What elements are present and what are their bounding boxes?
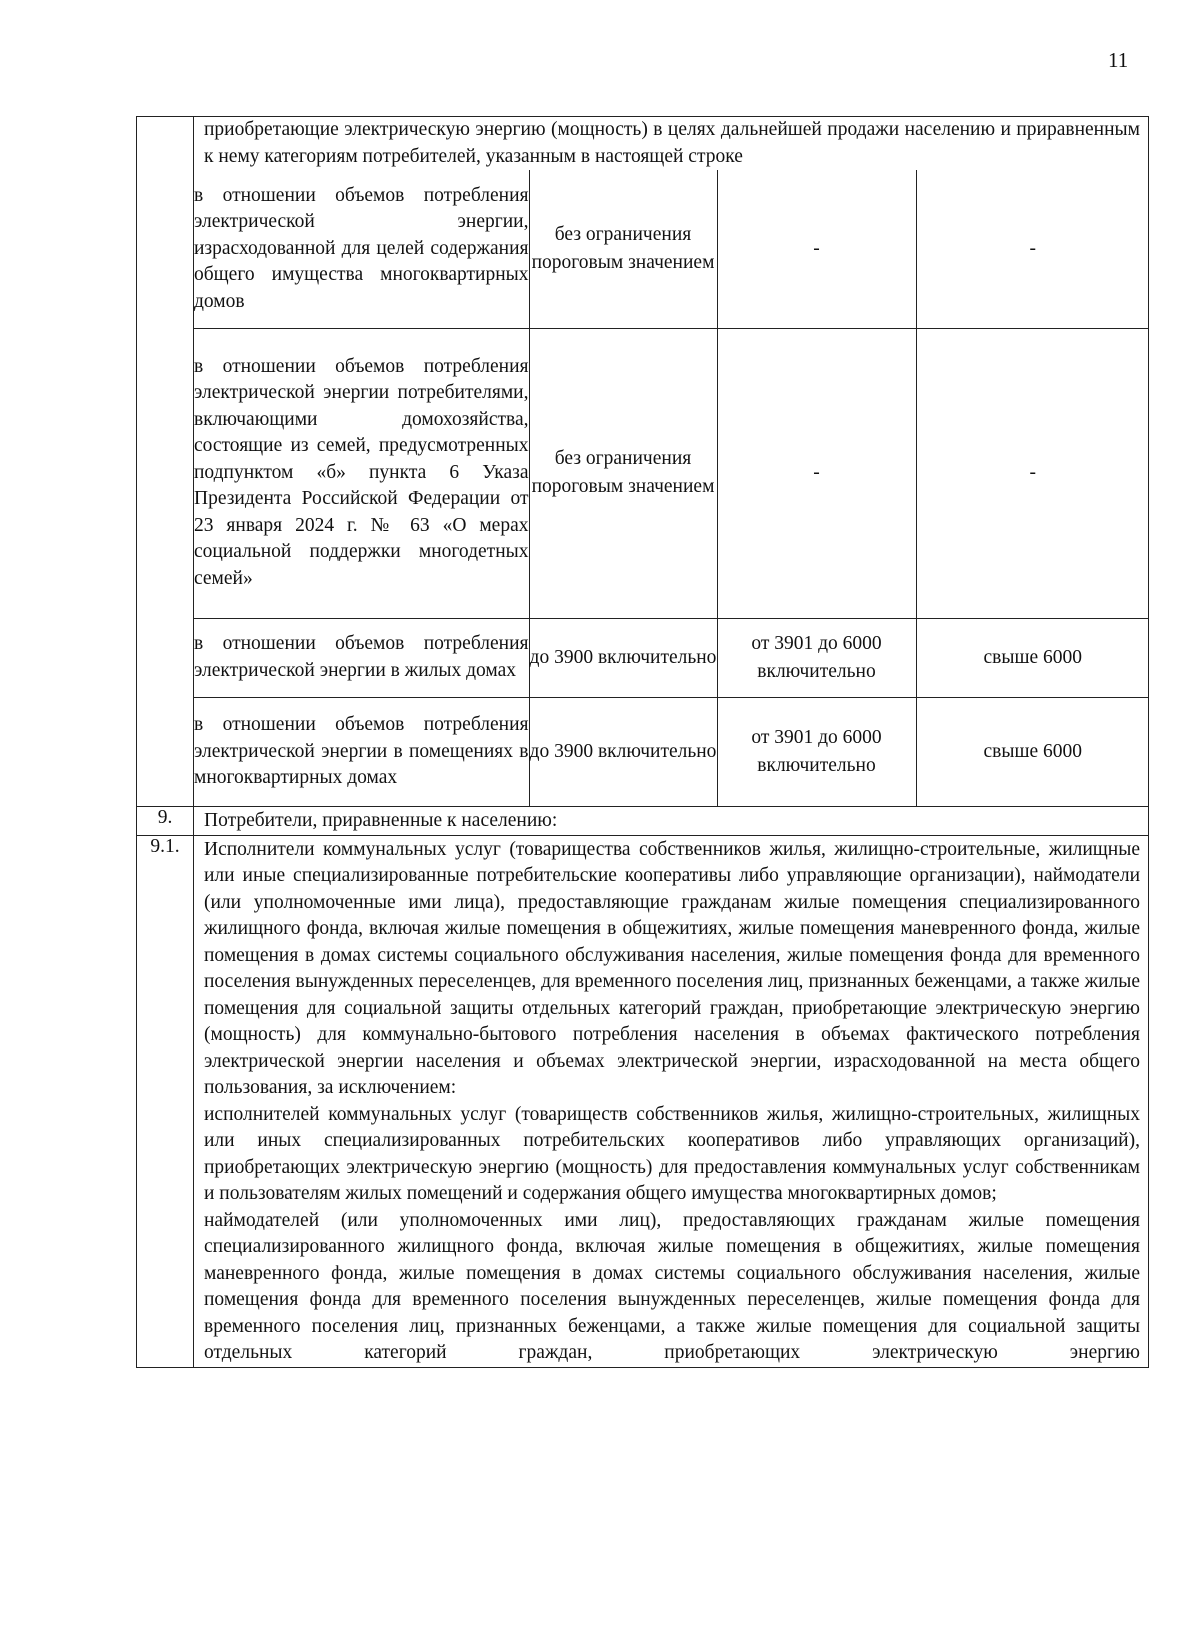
subrow-col2: - bbox=[717, 170, 916, 328]
subrow-col3: - bbox=[916, 328, 1149, 618]
subrow-label: в отношении объемов потребления электрической энергии, израсходованной для целей содержания общего имущества многоквартирных домов bbox=[194, 170, 529, 328]
row-number: 9. bbox=[137, 807, 194, 836]
subrow-label: в отношении объемов потребления электрической энергии в жилых домах bbox=[194, 618, 529, 697]
subrow-col2: от 3901 до 6000 включительно bbox=[717, 618, 916, 697]
subrow-col2: от 3901 до 6000 включительно bbox=[717, 697, 916, 806]
subrow-col1: без ограничения пороговым значением bbox=[529, 170, 717, 328]
row-content-cell bbox=[194, 807, 1149, 836]
subrow-col3: свыше 6000 bbox=[916, 618, 1149, 697]
table-row-continued bbox=[137, 117, 1149, 807]
row-number-cell-empty bbox=[137, 117, 194, 807]
subrow-label: в отношении объемов потребления электрической энергии в помещениях в многоквартирных домах bbox=[194, 697, 529, 806]
page-number: 11 bbox=[1108, 48, 1129, 72]
subtable-row bbox=[194, 170, 1149, 328]
intro-text: приобретающие электрическую энергию (мощность) в целях дальнейшей продажи населению и приравненным к нему категориям потребителей, указанным в настоящей строке bbox=[204, 119, 1140, 167]
table-row-9-1 bbox=[137, 835, 1149, 1367]
subtable-row bbox=[194, 697, 1149, 806]
subtable-row bbox=[194, 618, 1149, 697]
subrow-col2: - bbox=[717, 328, 916, 618]
volume-subtable bbox=[194, 170, 1149, 806]
paragraph: Исполнители коммунальных услуг (товарищества собственников жилья, жилищно-строительные, жилищные или иные специализированные потребительские кооперативы либо управляющие организации), наймодатели (или уполномоченные ими лица), предоставляющие гражданам жилые помещения специализированного жилищного фонда, включая жилые помещения в общежитиях, жилые помещения маневренного фонда, жилые помещения в домах системы социального обслуживания населения, жилые помещения фонда для временного поселения вынужденных переселенцев, для временного поселения лиц, признанных беженцами, а также жилые помещения для социальной защиты отдельных категорий граждан, приобретающие электрическую энергию (мощность) для коммунально-бытового потребления населения в объемах фактического потребления электрической энергии населения и объемах электрической энергии, израсходованной на места общего пользования, за исключением: bbox=[204, 838, 1140, 1098]
subrow-label: в отношении объемов потребления электрической энергии потребителями, включающими домохозяйства, состоящие из семей, предусмотренных подпунктом «б» пункта 6 Указа Президента Российской Федерации от 23 января 2024 г. № 63 «О мерах социальной поддержки многодетных семей» bbox=[194, 328, 529, 618]
paragraph: исполнителей коммунальных услуг (товариществ собственников жилья, жилищно-строительных, жилищных или иных специализированных потребительских кооперативов либо управляющих организаций), приобретающих электрическую энергию (мощность) для предоставления коммунальных услуг собственникам и пользователям жилых помещений и содержания общего имущества многоквартирных домов; bbox=[204, 1103, 1140, 1204]
subrow-col1: до 3900 включительно bbox=[529, 697, 717, 806]
subtable-row bbox=[194, 328, 1149, 618]
row-content-cell bbox=[194, 835, 1149, 1367]
row-content-cell bbox=[194, 117, 1149, 807]
paragraph: наймодателей (или уполномоченных ими лиц), предоставляющих гражданам жилые помещения специализированного жилищного фонда, включая жилые помещения в общежитиях, жилые помещения маневренного фонда, жилые помещения в домах системы социального обслуживания населения, жилые помещения фонда для временного поселения вынужденных переселенцев, жилые помещения фонда для временного поселения лиц, признанных беженцами, а также жилые помещения для социальной защиты отдельных категорий граждан, приобретающих электрическую энергию bbox=[204, 1209, 1140, 1363]
row-text-block bbox=[194, 836, 1148, 1367]
subrow-col1: до 3900 включительно bbox=[529, 618, 717, 697]
tariff-table bbox=[136, 116, 1149, 1368]
row-number: 9.1. bbox=[137, 835, 194, 1367]
subrow-col3: - bbox=[916, 170, 1149, 328]
row-text: Потребители, приравненные к населению: bbox=[204, 810, 558, 831]
subrow-col3: свыше 6000 bbox=[916, 697, 1149, 806]
subrow-col1: без ограничения пороговым значением bbox=[529, 328, 717, 618]
table-row-9 bbox=[137, 807, 1149, 836]
